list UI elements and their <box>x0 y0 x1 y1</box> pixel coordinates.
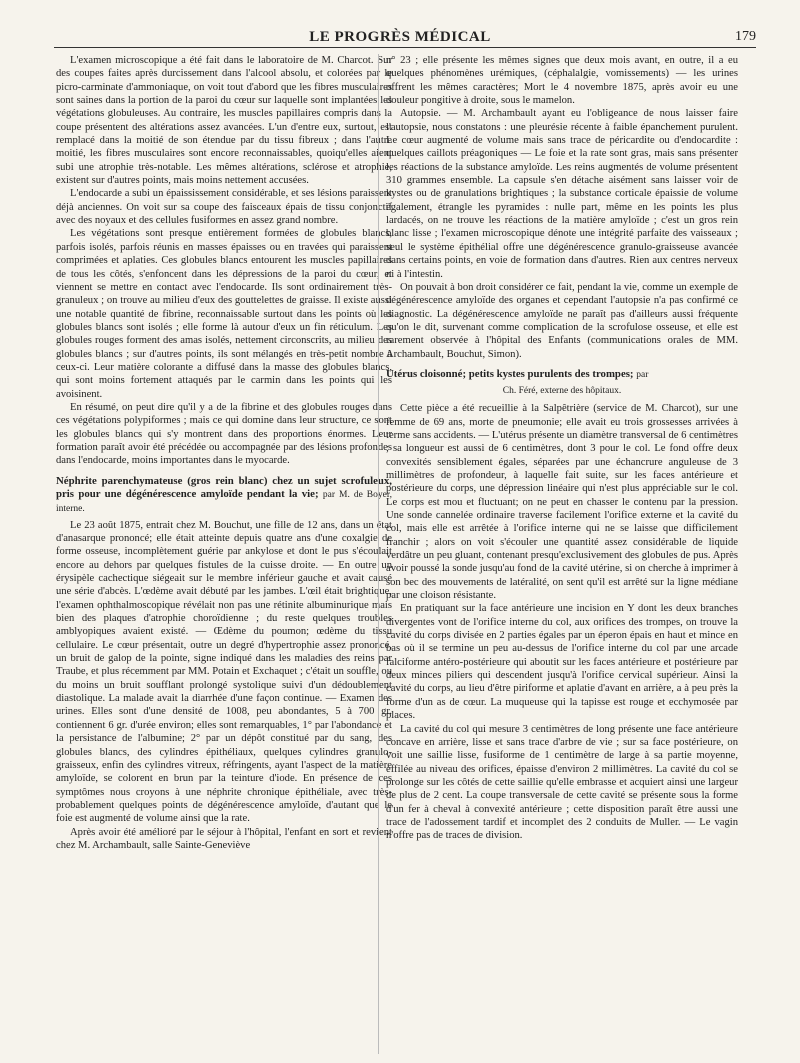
paragraph: En pratiquant sur la face antérieure une incision en Y dont les deux branches divergentes vont de l'orifice interne du col, aux orifices des trompes, on trouve la cavité du corps divisée en 2 parties égales par un éperon épais en haut et mince en bas où il se termine un peu au-dessus de l'orifice interne du col par une arcade falciforme antéro-postérieure qui aboutit sur les faces antérieure et postérieure par deux minces piliers qui descendent jusqu'à l'orifice cervical supérieur. Ainsi la cavité du corps, au lieu d'être piriforme et aplatie d'avant en arrière, a à peu près la forme d'un as de cœur. La muqueuse qui la tapisse est rouge et ecchymosée par places. <box>386 603 738 722</box>
paragraph: Cette pièce a été recueillie à la Salpêtrière (service de M. Charcot), sur une femme de 69 ans, morte de pneumonie; elle avait eu trois grossesses arrivées à terme sans accidents. — L'utérus présente un diamètre transversal de 6 centimètres ; sa longueur est aussi de 6 centimètres, dont 3 pour le col. Le fond offre deux convexités sensiblement égales, séparées par une échancrure anguleuse de 3 millimètres de profondeur, à laquelle fait suite, sur les faces antérieure et postérieure du corps, une dépression linéaire qui n'est plus appréciable sur le col. Le corps est mou et fluctuant; on ne peut en chasser le contenu par la pression. Une sonde cannelée ordinaire traverse facilement l'orifice externe et la cavité du col, mais elle est arrêtée à l'orifice interne qui ne se laisse que difficilement franchir ; alors on voit s'écouler une quantité assez considérable de liquide verdâtre un peu gluant, contenant presqu'exclusivement des globules de pus. Après avoir poussé la sonde jusqu'au fond de la cavité utérine, si on cherche à imprimer à son bec des mouvements de latéralité, on sent qu'il est arrêté sur la ligne médiane par une cloison résistante. <box>386 403 738 602</box>
paragraph: Le 23 août 1875, entrait chez M. Bouchut, une fille de 12 ans, dans un état d'anasarque prononcé; elle était atteinte depuis quatre ans d'une coxalgie de forme osseuse, incomplètement guérie par ankylose et dont le pus s'écoulait encore au dehors par quelques fistules de la cuisse droite. — En outre un érysipèle cachectique siégeait sur le membre inférieur gauche et avait causé une série d'abcès. L'œdème avait débuté par les jambes. L'œil était brightique, l'examen ophthalmoscopique révélait non pas une rétinite albuminurique mais bien des plaques d'atrophie choroïdienne ; du reste quelques troubles amblyopiques avaient existé. — Œdème du poumon; œdème du tissu cellulaire. Le cœur présentait, outre un degré d'hypertrophie assez prononcé, un bruit de galop de la pointe, signe indiqué dans les maladies des reins par Traube, et plus récemment par MM. Potain et Exchaquet ; c'était un souffle, ou du moins un bruit soufflant prolongé systolique suivi d'un dédoublement diastolique. La malade avait la diarrhée d'une façon continue. — Examen des urines. Elles sont d'une densité de 1008, peu abondantes, 5 à 700 gr. contiennent 6 gr. d'urée environ; elles sont remarquables, 1° par l'abondance et la persistance de l'albumine; 2° par un dépôt constitué par du sang, des globules blancs, des cylindres épithéliaux, quelques cylindres granulo-graisseux, enfin des cylindres vitreux, réfringents, ayant l'aspect de la matière amyloïde, se colorent en brun par la teinture d'iode. En présence de ces symptômes nous croyons à une néphrite chronique épithéliale, avec très-probablement quelques points de dégénérescence amyloïde, d'autant que le foie est augmenté de volume ainsi que la rate. <box>56 519 392 825</box>
paragraph: Autopsie. — M. Archambault ayant eu l'obligeance de nous laisser faire l'autopsie, nous constatons : une pleurésie récente à faible épanchement purulent. Le cœur augmenté de volume mais sans trace de péricardite ou d'endocardite : quelques caillots préagoniques — Le foie et la rate sont gras, mais sans présenter les réactions de la substance amyloïde. Les reins augmentés de volume présentent 310 grammes ensemble. La capsule s'en détache aisément sans laisser voir de kystes ou de granulations brightiques ; la substance corticale épaissie de volume également, étrangle les pyramides : nulle part, même en les points les plus lardacés, on ne trouve les réactions de la matière amyloïde ; c'est un gros rein blanc lisse ; l'examen microscopique dénote une intégrité parfaite des vaisseaux ; seul le système épithélial offre une dégénérescence granulo-graisseuse avancée dans certains points, en voie de formation dans d'autres. Rien aux centres nerveux ni à l'intestin. <box>386 108 738 280</box>
section-byline: Ch. Féré, externe des hôpitaux. <box>502 385 622 396</box>
paragraph: En résumé, on peut dire qu'il y a de la fibrine et des globules rouges dans ces végétations polypiformes ; mais ce qui domine dans leur structure, ce sont les globules blancs qui s'y montrent dans des proportions énormes. Leur formation paraît avoir été précédée ou accompagnée par des lésions profondes dans l'endocarde, moins importantes dans le myocarde. <box>56 401 392 467</box>
section-title <box>386 368 738 382</box>
section-byline: par M. de Boyer, interne. <box>56 489 392 514</box>
paragraph: L'examen microscopique a été fait dans le laboratoire de M. Charcot. Sur des coupes faites après durcissement dans l'alcool absolu, et colorées par le picro-carminate d'ammoniaque, on voit tout d'abord que les fibres musculaires sont saines dans la portion de la paroi du cœur sur laquelle sont implantées les végétations globuleuses. Au contraire, les muscles papillaires compris dans la coupe présentent des altérations assez avancées. L'un d'entre eux, surtout, est remplacé dans la moitié de son étendue par du tissu fibreux ; dans l'autre moitié, les fibres musculaires sont encore reconnaissables, quoiqu'elles aient subi une atrophie très-notable. Les mêmes altérations, sclérose et atrophie, existent sur d'autres points, mais moins nettement accusées. <box>56 55 392 187</box>
paragraph: Après avoir été amélioré par le séjour à l'hôpital, l'enfant en sort et revient chez M. Archambault, salle Sainte-Geneviève <box>56 826 392 851</box>
section-title <box>56 475 392 516</box>
paragraph: La cavité du col qui mesure 3 centimètres de long présente une face antérieure concave en arrière, lisse et sans trace d'arbre de vie ; sur sa face postérieure, on voit une saillie lisse, fusiforme de 1 centimètre de large à sa partie moyenne, effilée au niveau des orifices, épaisse d'environ 2 millimètres. La cavité du col se prolonge sur les côtés de cette saillie qu'elle embrasse et acquiert ainsi une largeur de plus de 2 cent. La coupe transversale de cette cavité se présente sous la forme d'un fer à cheval à convexité antérieure ; cette disposition paraît être aussi une trace de l'adossement tardif et incomplet des 2 conduits de Muller. — Le vagin n'offre pas de traces de division. <box>386 723 738 842</box>
section-title-text: Utérus cloisonné; petits kystes purulents des trompes; <box>386 367 634 380</box>
header-rule <box>54 47 756 48</box>
paragraph: L'endocarde a subi un épaississement considérable, et ses lésions paraissent déjà anciennes. On voit sur sa coupe des faisceaux épais de tissu conjonctif avec des noyaux et des cellules fusiformes en assez grand nombre. <box>56 188 392 227</box>
running-title: LE PROGRÈS MÉDICAL <box>309 29 491 45</box>
page-header <box>0 0 800 45</box>
section-title-text: Néphrite parenchymateuse (gros rein blanc) chez un sujet scrofuleux, pris pour une dégénérescence amyloïde pendant la vie; <box>56 474 392 500</box>
column-divider <box>378 54 379 1054</box>
right-column <box>386 54 738 843</box>
paragraph: On pouvait à bon droit considérer ce fait, pendant la vie, comme un exemple de dégénérescence amyloïde des organes et cependant l'autopsie n'a pas confirmé ce diagnostic. La dégénérescence amyloïde ne paraît pas d'ailleurs aussi fréquente qu'on le dit, survenant comme complication de la scrofulose osseuse, et elle est rarement observée à l'hôpital des Enfants (communications orales de MM. Archambault, Bouchut, Simon). <box>386 281 738 360</box>
paragraph: Les végétations sont presque entièrement formées de globules blancs, parfois isolés, parfois réunis en masses épaisses ou en travées qui paraissent comprimées et aplaties. Ces globules blancs entourent les muscles papillaires de tous les côtés, s'enfoncent dans les dépressions de la paroi du cœur, et viennent se mettre en contact avec l'endocarde. Ils sont ordinairement très-granuleux ; on trouve au milieu d'eux des gouttelettes de graisse. Il existe aussi une notable quantité de fibrine, reconnaissable surtout dans les points où les globules blancs sont isolés ; elle forme là autour d'eux un fin réticulum. Les globules rouges forment des amas isolés, nettement circonscrits, au milieu des globules blancs ; sur d'autres points, ils sont mélangés en très-petit nombre à ceux-ci. Leur matière colorante a diffusé dans la masse des globules blancs, qui sont moins fortement attaqués par le carmin dans les points qui les avoisinent. <box>56 228 392 400</box>
paragraph: n° 23 ; elle présente les mêmes signes que deux mois avant, en outre, il a eu quelques phénomènes urémiques, (céphalalgie, vomissements) — les urines offrent les mêmes caractères; Mort le 4 novembre 1875, après avoir eu une douleur pongitive à droite, sous le mamelon. <box>386 55 738 107</box>
left-column <box>56 54 392 852</box>
section-by: par <box>636 369 649 380</box>
page-number: 179 <box>735 29 756 44</box>
